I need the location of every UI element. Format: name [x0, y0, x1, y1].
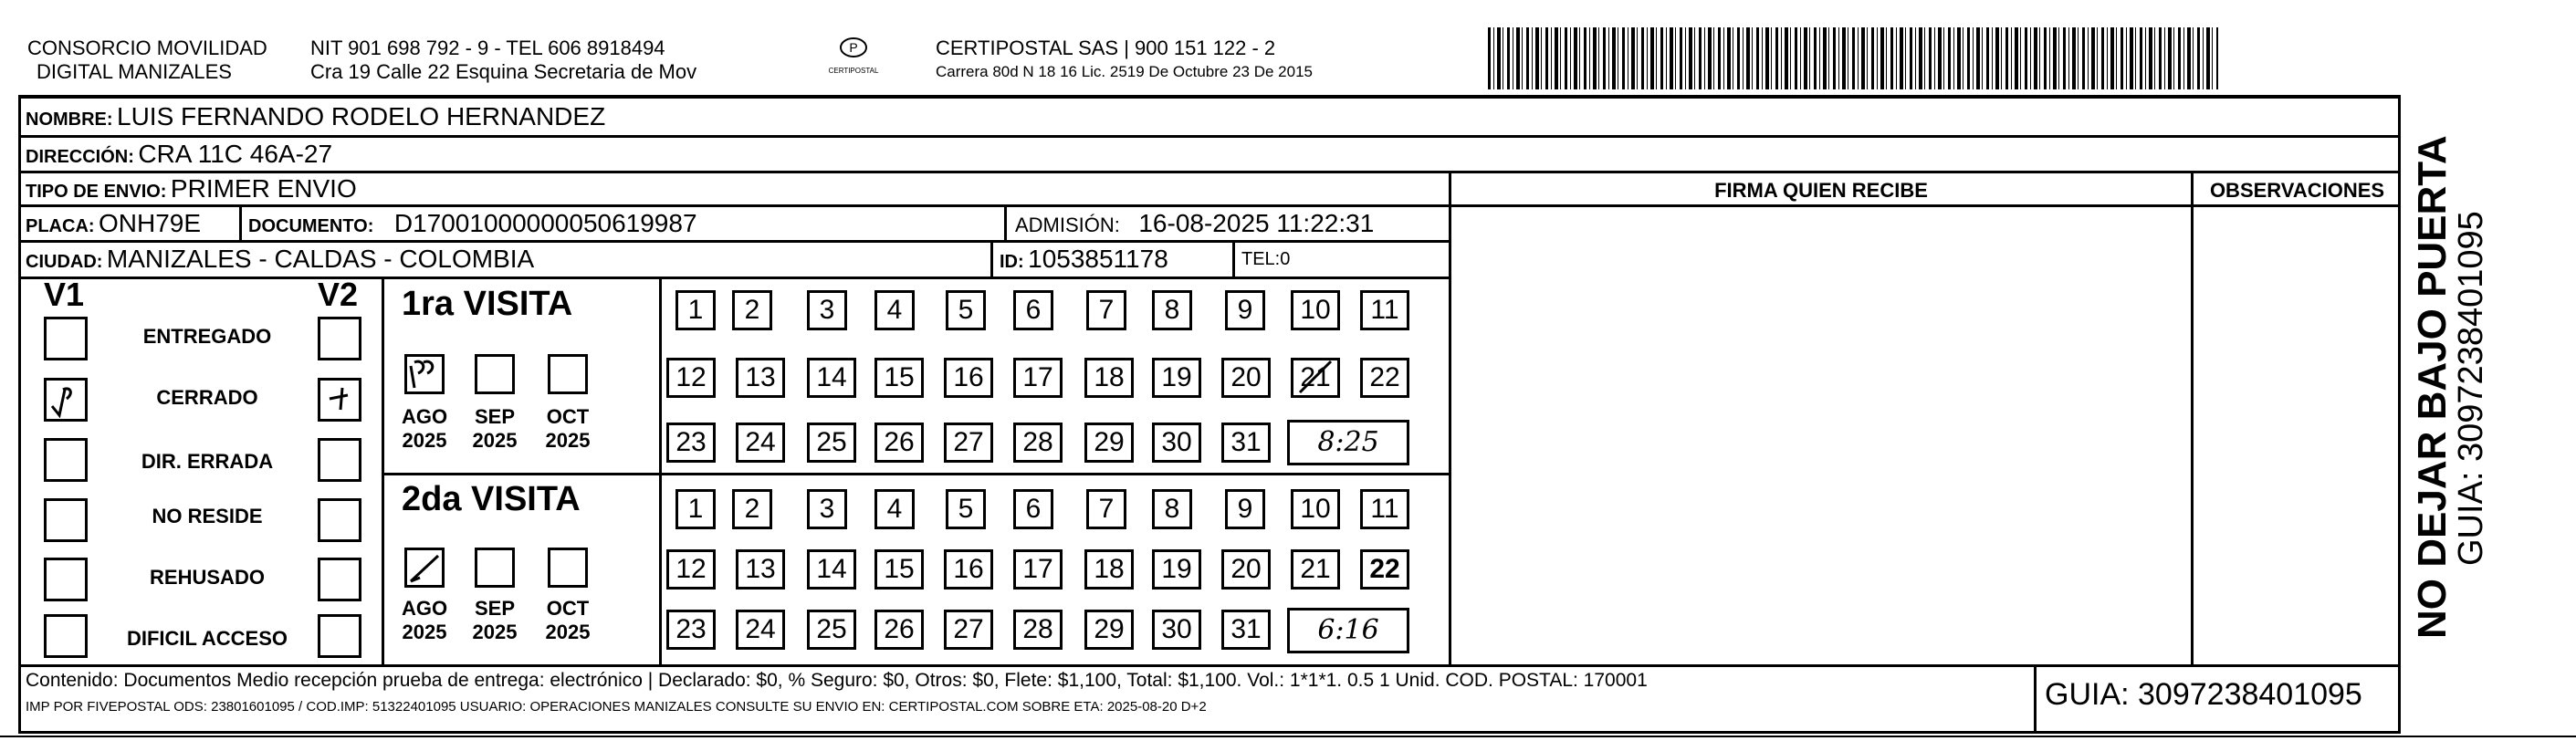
logo-text: CERTIPOSTAL [828, 67, 879, 75]
nit-info [310, 37, 696, 84]
second-visit-day-13[interactable]: 13 [736, 549, 785, 590]
documento-cell [248, 206, 697, 240]
first-visit-day-25[interactable]: 25 [807, 423, 856, 463]
first-visit-day-8[interactable]: 8 [1152, 290, 1192, 330]
first-visit-day-27[interactable]: 27 [944, 423, 993, 463]
v2-checkbox-dificil-acceso[interactable] [318, 614, 361, 658]
id-cell [1000, 242, 1168, 277]
first-visit-day-7[interactable]: 7 [1086, 290, 1126, 330]
admision-cell [1015, 206, 1374, 240]
second-visit-month-label-sep: SEP 2025 [472, 597, 518, 643]
first-visit-day-15[interactable]: 15 [874, 358, 924, 398]
second-visit-day-1[interactable]: 1 [675, 489, 716, 529]
second-visit-day-8[interactable]: 8 [1152, 489, 1192, 529]
second-visit-day-17[interactable]: 17 [1013, 549, 1063, 590]
barcode [1488, 27, 2218, 89]
footer-line2: IMP POR FIVEPOSTAL ODS: 23801601095 / COD.IMP: 51322401095 USUARIO: OPERACIONES MANIZALES CONSULTE SU ENVIO EN: CERTIPOSTAL.COM SOBRE ETA: 2025-08-20 D+2 [26, 699, 1207, 715]
id-value: 1053851178 [1028, 245, 1168, 273]
second-visit-day-11[interactable]: 11 [1360, 489, 1409, 529]
v2-header: V2 [318, 276, 359, 313]
nit-line2: Cra 19 Calle 22 Esquina Secretaria de Mov [310, 60, 697, 83]
second-visit-month-label-ago: AGO 2025 [401, 597, 448, 643]
first-visit-day-30[interactable]: 30 [1152, 423, 1201, 463]
certipostal-logo [812, 35, 895, 82]
first-visit-day-19[interactable]: 19 [1152, 358, 1201, 398]
tipo-envio-label: TIPO DE ENVIO: [26, 182, 167, 202]
month-mark-icon [407, 550, 442, 585]
second-visit-day-18[interactable]: 18 [1084, 549, 1134, 590]
ciudad-cell [26, 242, 534, 277]
second-visit-month-oct[interactable] [548, 548, 588, 588]
tel-cell [1241, 242, 1290, 277]
first-visit-day-10[interactable]: 10 [1291, 290, 1340, 330]
second-visit-month-label-oct: OCT 2025 [545, 597, 591, 643]
status-label-dificil-acceso: DIFICIL ACCESO [126, 627, 288, 650]
observaciones-area[interactable] [2195, 208, 2399, 663]
ciudad-value: MANIZALES - CALDAS - COLOMBIA [106, 245, 535, 273]
first-visit-day-5[interactable]: 5 [946, 290, 986, 330]
first-visit-day-14[interactable]: 14 [807, 358, 856, 398]
footer-line1: Contenido: Documentos Medio recepción prueba de entrega: electrónico | Declarado: $0, % Seguro: $0, Otros: $0, Flete: $1,100, Total: $1,100. Vol.: 1*1*1. 0.5 1 Unid. COD. POSTAL: 170001 [26, 670, 1648, 691]
placa-cell [26, 206, 201, 240]
first-visit-day-29[interactable]: 29 [1084, 423, 1134, 463]
second-visit-day-12[interactable]: 12 [666, 549, 716, 590]
check-mark-icon [320, 381, 359, 419]
first-visit-day-3[interactable]: 3 [807, 290, 847, 330]
certipostal-line2: Carrera 80d N 18 16 Lic. 2519 De Octubre 23 De 2015 [936, 63, 1313, 80]
second-visit-day-7[interactable]: 7 [1086, 489, 1126, 529]
first-visit-day-28[interactable]: 28 [1013, 423, 1063, 463]
status-label-dir-errada: DIR. ERRADA [141, 450, 274, 473]
nombre-label: NOMBRE: [26, 110, 113, 130]
second-visit-title: 2da VISITA [402, 480, 581, 518]
second-visit-day-30[interactable]: 30 [1152, 610, 1201, 650]
v2-checkbox-rehusado[interactable] [318, 558, 361, 601]
second-visit-day-21[interactable]: 21 [1291, 549, 1340, 590]
first-visit-day-31[interactable]: 31 [1221, 423, 1271, 463]
status-label-cerrado: CERRADO [156, 386, 258, 409]
footer-guia: GUIA: 3097238401095 [2045, 677, 2362, 712]
first-visit-day-2[interactable]: 2 [732, 290, 772, 330]
second-visit-day-10[interactable]: 10 [1291, 489, 1340, 529]
second-visit-month-ago[interactable] [404, 548, 445, 588]
ciudad-label: CIUDAD: [26, 252, 103, 272]
admision-label: ADMISIÓN: [1015, 214, 1120, 236]
v1-checkbox-dificil-acceso[interactable] [44, 614, 88, 658]
v1-checkbox-entregado[interactable] [44, 317, 88, 360]
v2-checkbox-entregado[interactable] [318, 317, 361, 360]
v2-checkbox-dir-errada[interactable] [318, 438, 361, 482]
second-visit-day-9[interactable]: 9 [1225, 489, 1265, 529]
second-visit-day-27[interactable]: 27 [944, 610, 993, 650]
v1-header: V1 [44, 276, 85, 313]
tipo-envio-value: PRIMER ENVIO [170, 174, 357, 203]
month-mark-icon [407, 357, 442, 391]
first-visit-day-11[interactable]: 11 [1360, 290, 1409, 330]
firma-area[interactable] [1453, 208, 2189, 663]
first-visit-day-9[interactable]: 9 [1225, 290, 1265, 330]
first-visit-day-20[interactable]: 20 [1221, 358, 1271, 398]
first-visit-month-label-ago: AGO 2025 [401, 405, 448, 452]
firma-header: FIRMA QUIEN RECIBE [1714, 179, 1928, 202]
second-visit-month-sep[interactable] [475, 548, 515, 588]
check-mark-icon [47, 381, 85, 419]
second-visit-day-28[interactable]: 28 [1013, 610, 1063, 650]
nombre-row [26, 99, 605, 135]
direccion-label: DIRECCIÓN: [26, 147, 134, 167]
v1-checkbox-rehusado[interactable] [44, 558, 88, 601]
side-no-dejar: NO DEJAR BAJO PUERTA [2410, 135, 2455, 639]
second-visit-day-2[interactable]: 2 [732, 489, 772, 529]
second-visit-time[interactable]: 6:16 [1287, 608, 1409, 653]
first-visit-day-26[interactable]: 26 [874, 423, 924, 463]
status-label-entregado: ENTREGADO [142, 325, 272, 348]
second-visit-day-6[interactable]: 6 [1013, 489, 1053, 529]
first-visit-day-23[interactable]: 23 [666, 423, 716, 463]
first-visit-month-sep[interactable] [475, 354, 515, 394]
second-visit-day-26[interactable]: 26 [874, 610, 924, 650]
placa-label: PLACA: [26, 216, 95, 236]
first-visit-day-13[interactable]: 13 [736, 358, 785, 398]
second-visit-day-29[interactable]: 29 [1084, 610, 1134, 650]
consortium-line2: DIGITAL MANIZALES [37, 60, 232, 83]
v1-checkbox-dir-errada[interactable] [44, 438, 88, 482]
second-visit-day-19[interactable]: 19 [1152, 549, 1201, 590]
first-visit-time[interactable]: 8:25 [1287, 420, 1409, 465]
first-visit-day-17[interactable]: 17 [1013, 358, 1063, 398]
second-visit-day-16[interactable]: 16 [944, 549, 993, 590]
observaciones-header: OBSERVACIONES [2209, 179, 2385, 202]
direccion-row [26, 137, 332, 171]
consortium-line1: CONSORCIO MOVILIDAD [27, 37, 267, 59]
first-visit-day-12[interactable]: 12 [666, 358, 716, 398]
first-visit-month-oct[interactable] [548, 354, 588, 394]
second-visit-day-31[interactable]: 31 [1221, 610, 1271, 650]
nombre-value: LUIS FERNANDO RODELO HERNANDEZ [117, 102, 606, 130]
first-visit-month-label-oct: OCT 2025 [545, 405, 591, 452]
first-visit-title: 1ra VISITA [402, 285, 573, 323]
admision-value: 16-08-2025 11:22:31 [1138, 209, 1375, 237]
v2-checkbox-cerrado[interactable] [318, 378, 361, 422]
side-guia: GUIA: 3097238401095 [2452, 211, 2490, 566]
second-visit-day-3[interactable]: 3 [807, 489, 847, 529]
second-visit-day-4[interactable]: 4 [874, 489, 915, 529]
v1-checkbox-cerrado[interactable] [44, 378, 88, 422]
first-visit-month-label-sep: SEP 2025 [472, 405, 518, 452]
tel-value: 0 [1280, 249, 1291, 269]
first-visit-month-ago[interactable] [404, 354, 445, 394]
second-visit-day-20[interactable]: 20 [1221, 549, 1271, 590]
id-label: ID: [1000, 252, 1024, 272]
nit-line1: NIT 901 698 792 - 9 - TEL 606 8918494 [310, 37, 665, 59]
first-visit-day-21[interactable]: 21 [1291, 358, 1340, 398]
day-strike-mark-icon [1294, 358, 1336, 402]
documento-value: D17001000000050619987 [393, 209, 697, 237]
tipo-envio-row [26, 172, 357, 204]
v2-checkbox-no-reside[interactable] [318, 498, 361, 542]
placa-value: ONH79E [99, 209, 202, 237]
direccion-value: CRA 11C 46A-27 [138, 140, 333, 168]
first-visit-day-18[interactable]: 18 [1084, 358, 1134, 398]
consortium-name [27, 37, 267, 84]
first-visit-day-6[interactable]: 6 [1013, 290, 1053, 330]
first-visit-day-16[interactable]: 16 [944, 358, 993, 398]
svg-text:P: P [849, 40, 858, 55]
v1-checkbox-no-reside[interactable] [44, 498, 88, 542]
second-visit-day-14[interactable]: 14 [807, 549, 856, 590]
first-visit-day-4[interactable]: 4 [874, 290, 915, 330]
first-visit-day-24[interactable]: 24 [736, 423, 785, 463]
status-label-rehusado: REHUSADO [150, 566, 265, 589]
documento-label: DOCUMENTO: [248, 216, 374, 236]
second-visit-day-24[interactable]: 24 [736, 610, 785, 650]
certipostal-line1: CERTIPOSTAL SAS | 900 151 122 - 2 [936, 37, 1276, 59]
certipostal-logo-icon [835, 35, 872, 62]
second-visit-day-5[interactable]: 5 [946, 489, 986, 529]
second-visit-day-22[interactable]: 22 [1360, 549, 1409, 590]
first-visit-day-1[interactable]: 1 [675, 290, 716, 330]
certipostal-info [936, 37, 1313, 84]
second-visit-day-23[interactable]: 23 [666, 610, 716, 650]
tel-label: TEL: [1241, 249, 1281, 269]
second-visit-day-15[interactable]: 15 [874, 549, 924, 590]
second-visit-day-25[interactable]: 25 [807, 610, 856, 650]
status-label-no-reside: NO RESIDE [152, 505, 263, 527]
first-visit-day-22[interactable]: 22 [1360, 358, 1409, 398]
